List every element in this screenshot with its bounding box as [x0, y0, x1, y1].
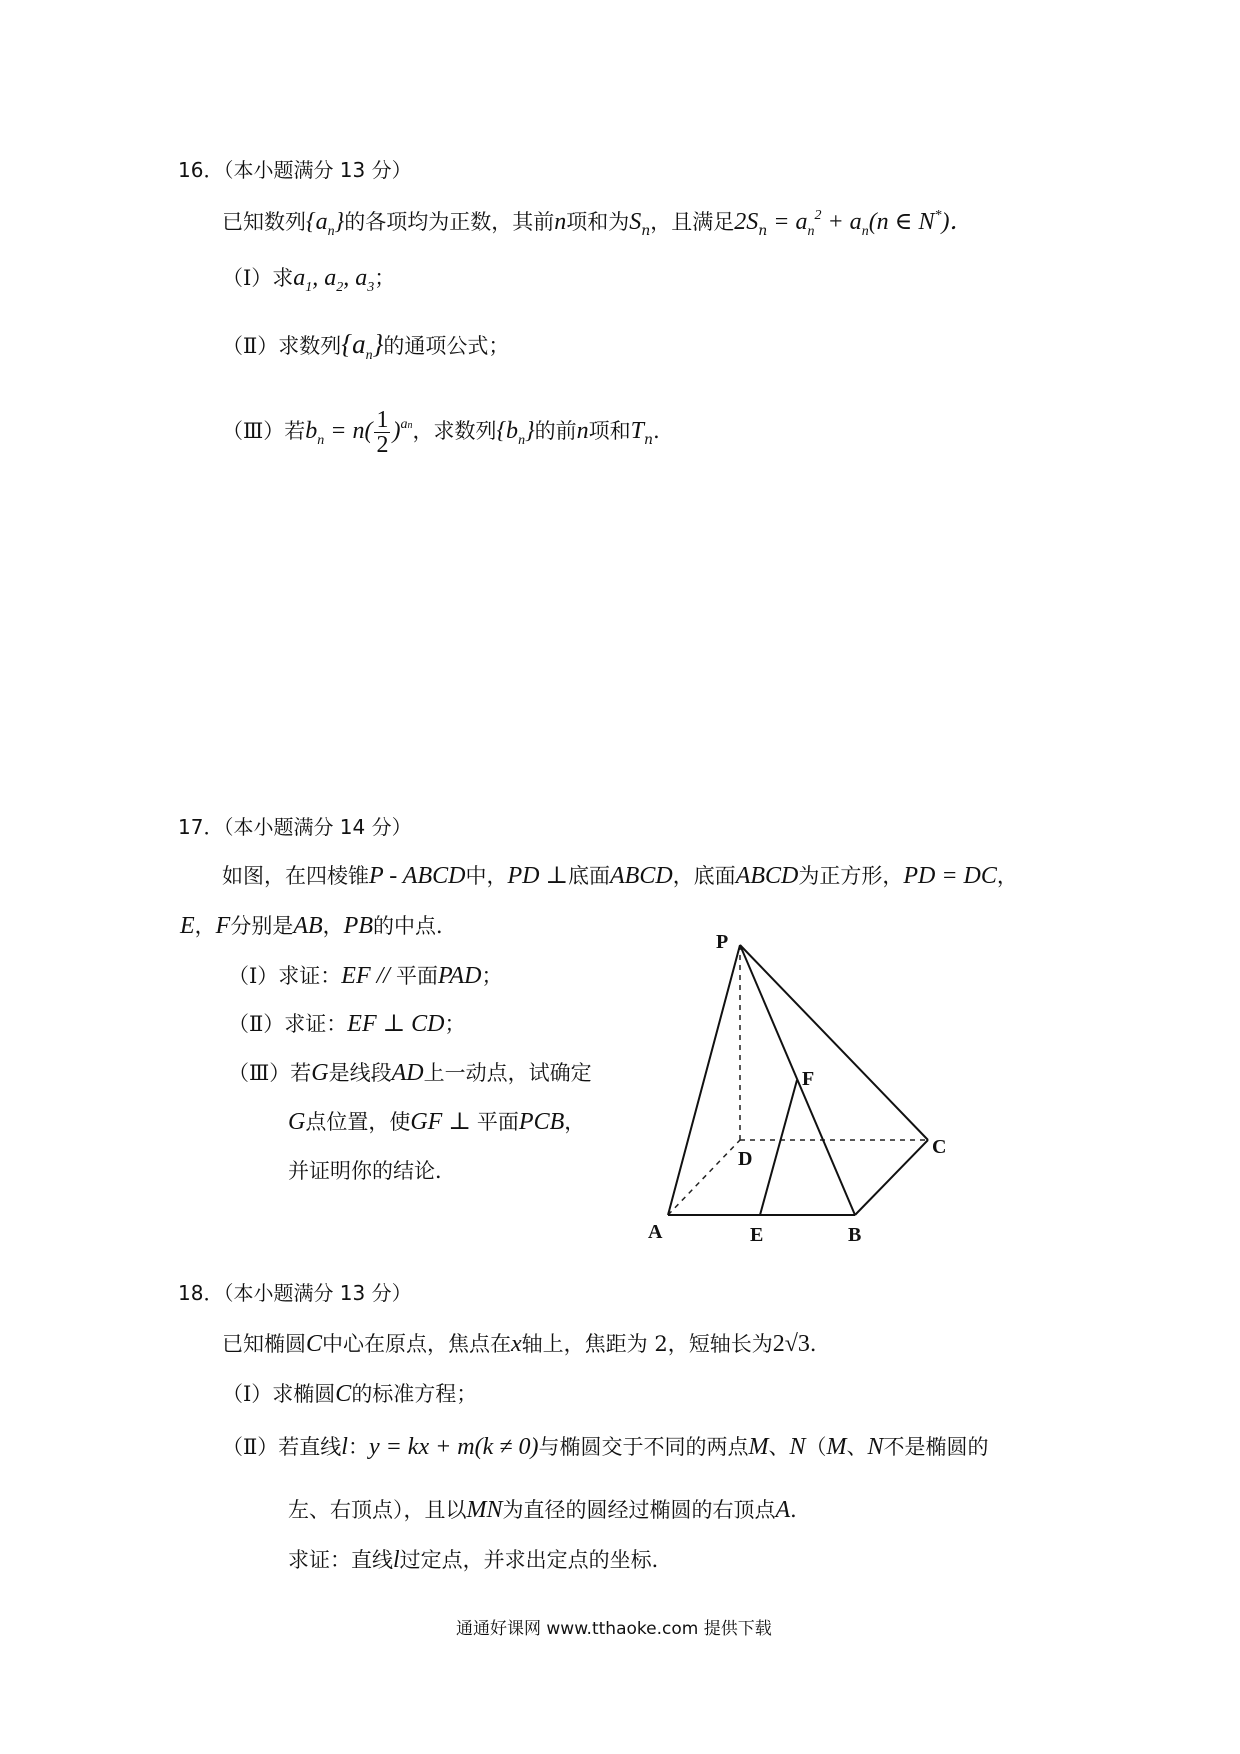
q16-part2: （Ⅱ）求数列$\{a_n\}$的通项公式； — [222, 329, 510, 363]
label-A: A — [648, 1221, 663, 1243]
q17-part3-line2: G点位置，使GF ⊥ 平面PCB， — [288, 1109, 586, 1135]
q17-stem-line1: 如图，在四棱锥P - ABCD中，PD ⊥底面ABCD，底面ABCD为正方形，PD = DC， — [222, 863, 1018, 889]
q18-header: 18．（本小题满分 13 分） — [178, 1281, 412, 1305]
q18-part1: （Ⅰ）求椭圆C的标准方程； — [222, 1381, 478, 1407]
q16-stem: 已知数列$\{a_n\}$的各项均为正数，其前n项和为$S_n$，且满足$2S_n = a_n^2 + a_n(n$ ∈ N*)． — [222, 208, 974, 239]
edge-PA — [668, 945, 740, 1215]
q17-stem-line2: E，F分别是AB，PB的中点． — [180, 913, 457, 939]
label-P: P — [716, 931, 729, 953]
edge-BC — [855, 1140, 928, 1215]
q17-part1: （Ⅰ）求证：EF // 平面PAD； — [228, 963, 503, 989]
edge-PB — [740, 945, 855, 1215]
label-D: D — [738, 1148, 753, 1170]
label-C: C — [932, 1136, 947, 1158]
label-E: E — [750, 1224, 764, 1246]
label-F: F — [802, 1068, 815, 1090]
q18-part2-line2: 左、右顶点），且以MN为直径的圆经过椭圆的右顶点A． — [288, 1497, 812, 1523]
pyramid-figure — [630, 925, 960, 1255]
q17-part3-line3: 并证明你的结论． — [288, 1159, 456, 1183]
q16-header: 16．（本小题满分 13 分） — [178, 158, 412, 182]
segment-EF — [760, 1080, 797, 1215]
q17-part2: （Ⅱ）求证：EF ⊥ CD； — [228, 1011, 466, 1037]
q18-stem: 已知椭圆C中心在原点，焦点在x轴上，焦距为 2，短轴长为2√3． — [222, 1331, 831, 1357]
page-footer: 通通好课网 www.tthaoke.com 提供下载 — [456, 1619, 772, 1639]
q16-part1: （Ⅰ）求$a_1$, $a_2$, $a_3$； — [222, 265, 396, 295]
label-B: B — [848, 1224, 862, 1246]
q17-part3-line1: （Ⅲ）若G是线段AD上一动点，试确定 — [228, 1060, 592, 1086]
q18-part2-line1: （Ⅱ）若直线l：y = kx + m(k ≠ 0)与椭圆交于不同的两点M、N（M、N不是椭圆的 — [222, 1434, 989, 1460]
q18-part2-line3: 求证：直线l过定点，并求出定点的坐标． — [288, 1547, 673, 1573]
q16-part3: （Ⅲ）若$b_n = n$( $\frac{1}{2}$ )$^{an}$，求数列$\{b_n\}$的前n项和$T_n$． — [222, 407, 675, 458]
edge-PC — [740, 945, 928, 1140]
q17-header: 17．（本小题满分 14 分） — [178, 815, 412, 839]
